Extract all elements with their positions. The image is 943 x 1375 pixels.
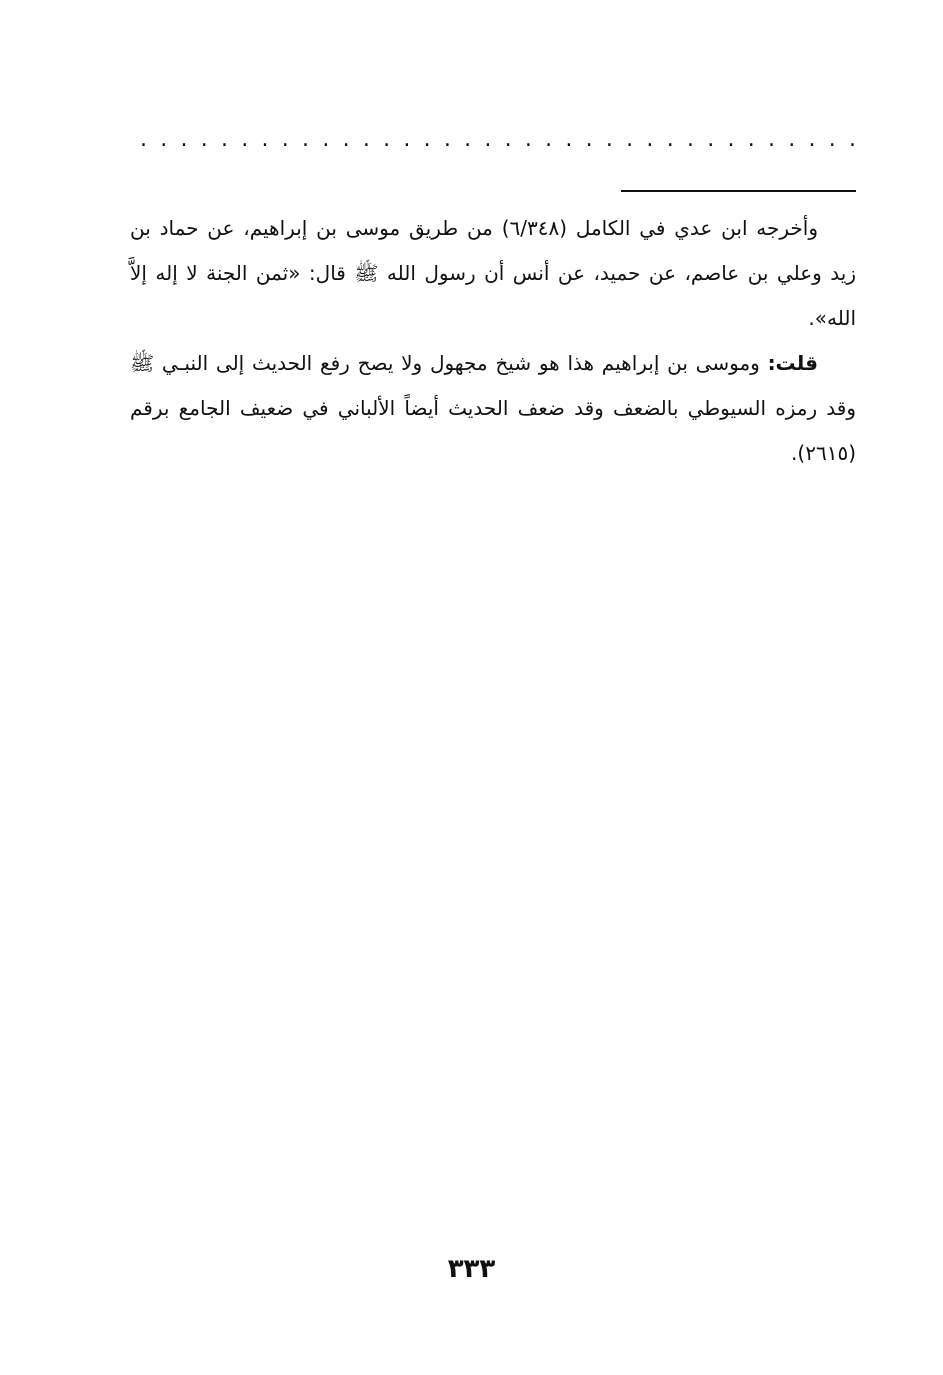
page-number: ٣٣٣ <box>447 1254 496 1284</box>
paragraph-lead: قلت: <box>767 351 818 375</box>
footnote-paragraph-1: وأخرجه ابن عدي في الكامل (٦/٣٤٨) من طريق موسى بن إبراهيم، عن حماد بن زيد وعلي بن عاصم، عن حميد، عن أنس أن رسول الله ﷺ قال: «ثمن الجنة لا إله إلاَّ الله». <box>130 216 856 330</box>
footnote-rule <box>621 190 856 192</box>
paragraph-body: وموسى بن إبراهيم هذا هو شيخ مجهول ولا يصح رفع الحديث إلى النبـي ﷺ وقد رمزه السيوطي بالضعف وقد ضعف الحديث أيضاً الألباني في ضعيف الجامع برقم (٢٦١٥). <box>130 351 856 465</box>
dotted-separator: . . . . . . . . . . . . . . . . . . . . . . . . . . . . . . . . . . . . <box>140 128 856 152</box>
footnote-paragraph-2 <box>130 341 856 476</box>
footnote-text <box>130 206 856 476</box>
